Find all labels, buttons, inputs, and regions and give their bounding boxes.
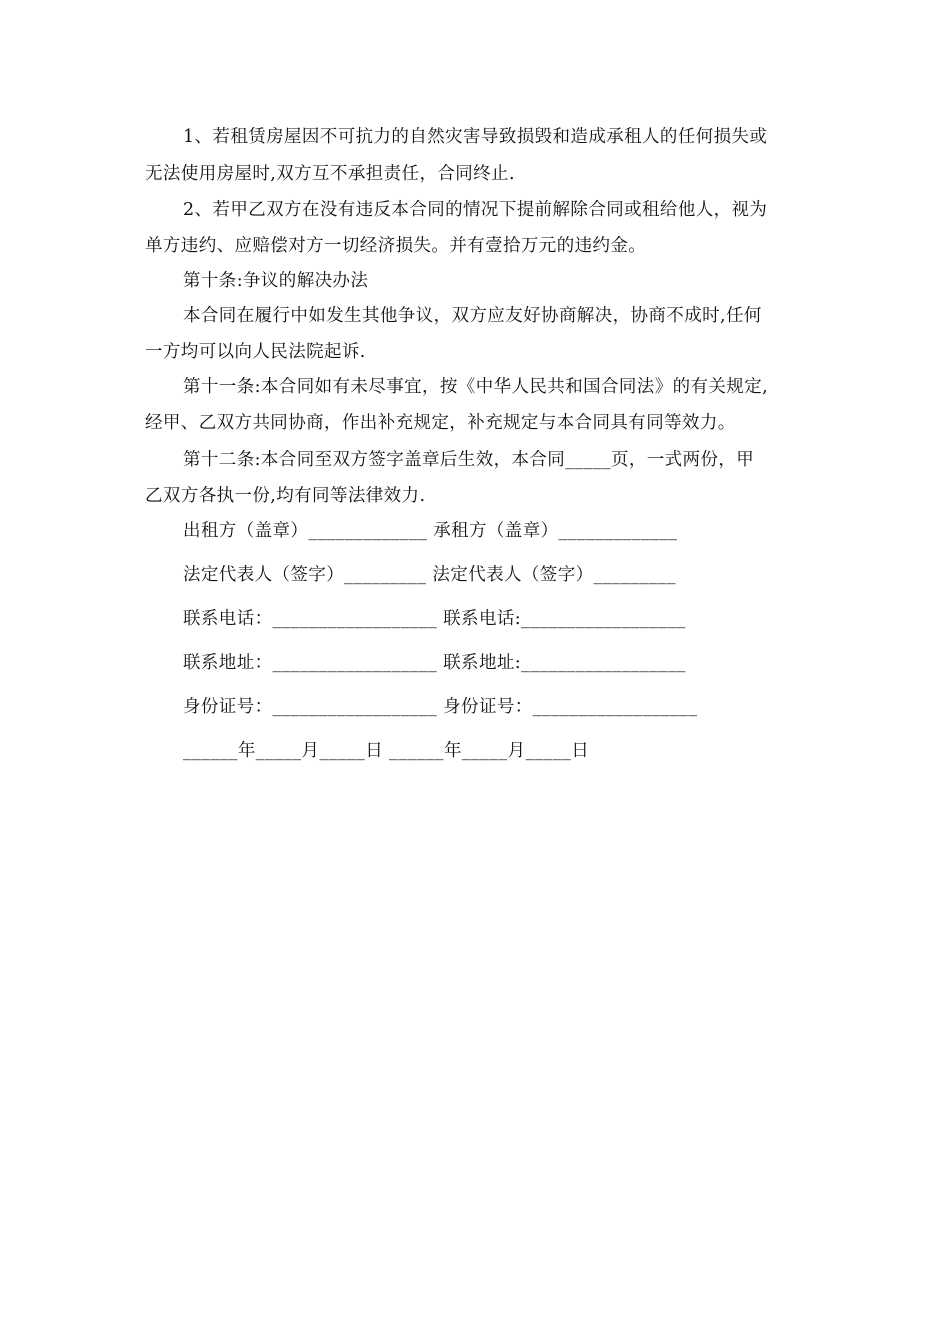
signature-phone: 联系电话：__________________ 联系电话:__________________ xyxy=(183,609,686,629)
clause-breach-line1: 2、若甲乙双方在没有违反本合同的情况下提前解除合同或租给他人，视为 xyxy=(183,200,768,220)
article12-line1: 第十二条:本合同至双方签字盖章后生效，本合同_____页，一式两份，甲 xyxy=(183,450,755,470)
article11-line2: 经甲、乙双方共同协商，作出补充规定，补充规定与本合同具有同等效力。 xyxy=(145,413,736,433)
signature-date: ______年_____月_____日 ______年_____月_____日 xyxy=(183,741,590,761)
clause-force-majeure-line2: 无法使用房屋时,双方互不承担责任，合同终止. xyxy=(145,164,515,184)
signature-address: 联系地址：__________________ 联系地址:__________________ xyxy=(183,653,686,673)
signature-parties: 出租方（盖章）_____________ 承租方（盖章）_____________ xyxy=(183,521,678,541)
signature-legal-rep: 法定代表人（签字）_________ 法定代表人（签字）_________ xyxy=(183,565,676,585)
article10-line1: 本合同在履行中如发生其他争议，双方应友好协商解决，协商不成时,任何 xyxy=(183,306,762,326)
signature-id-number: 身份证号：__________________ 身份证号：__________________ xyxy=(183,697,698,717)
clause-force-majeure-line1: 1、若租赁房屋因不可抗力的自然灾害导致损毁和造成承租人的任何损失或 xyxy=(183,127,768,147)
clause-breach-line2: 单方违约、应赔偿对方一切经济损失。并有壹拾万元的违约金。 xyxy=(145,236,647,256)
article10-title: 第十条:争议的解决办法 xyxy=(183,271,369,291)
article12-line2: 乙双方各执一份,均有同等法律效力. xyxy=(145,486,426,506)
article11-line1: 第十一条:本合同如有未尽事宜，按《中华人民共和国合同法》的有关规定, xyxy=(183,377,769,397)
article10-line2: 一方均可以向人民法院起诉. xyxy=(145,342,366,362)
